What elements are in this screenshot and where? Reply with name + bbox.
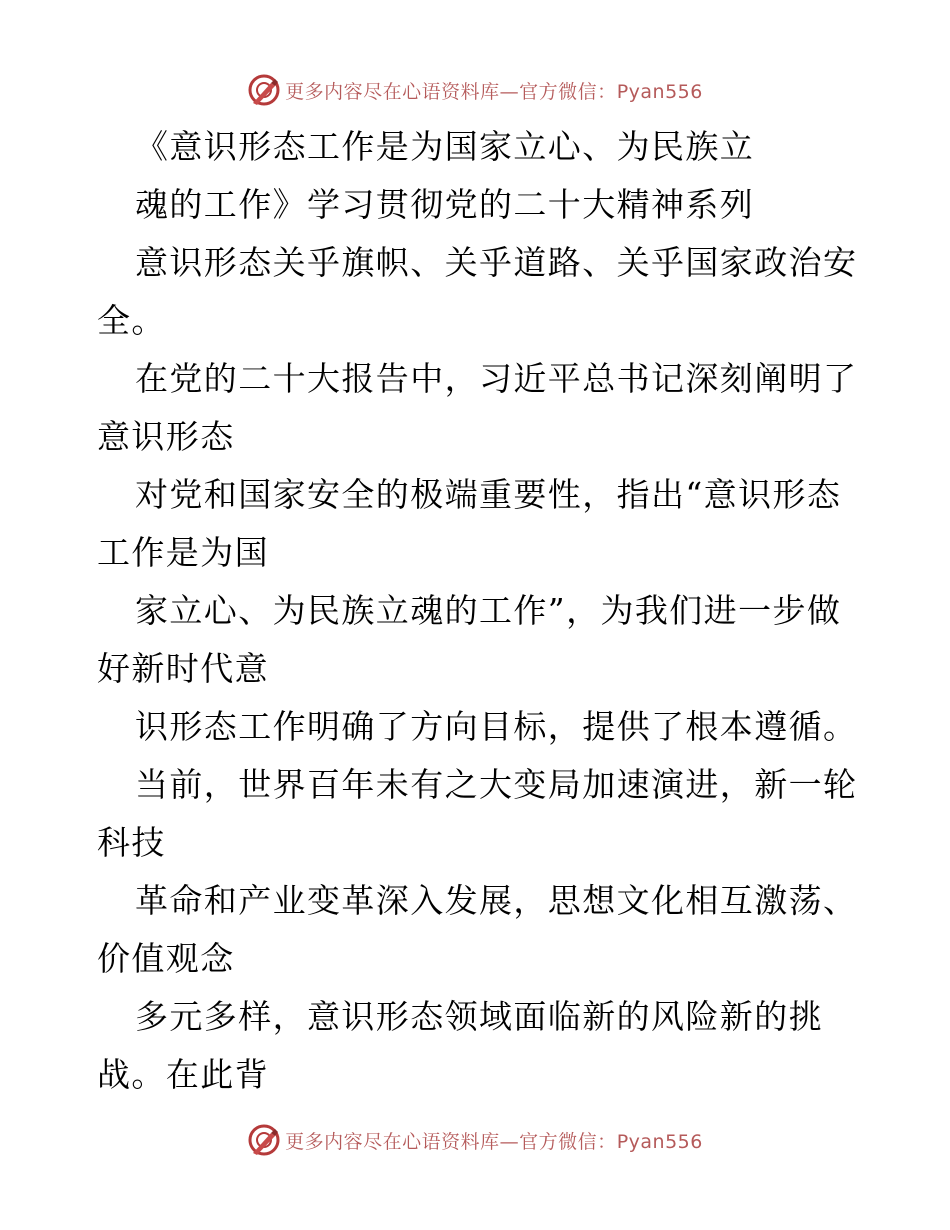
text-line: 价值观念 [97,939,235,978]
footer-banner [0,1120,950,1160]
banner-title: 更多内容尽在心语资料库 [285,80,500,103]
text-line: 好新时代意 [97,649,269,688]
text-line: 工作是为国 [97,533,269,572]
text-line: 意识形态 [97,417,235,456]
banner-wechat-label: 官方微信： [519,1130,617,1153]
document-body [97,118,857,1104]
banner-wechat-id: Pyan556 [616,1130,703,1153]
text-line: 战。在此背 [97,1055,269,1094]
header-banner [0,70,950,110]
text-line: 对党和国家安全的极端重要性，指出“意识形态 [135,475,842,514]
text-line: 科技 [97,823,166,862]
red-pen-logo-icon [247,73,281,107]
text-line: 《意识形态工作是为国家立心、为民族立 [135,127,755,166]
text-line: 革命和产业变革深入发展，思想文化相互激荡、 [135,881,858,920]
banner-text [285,1127,703,1154]
banner-title: 更多内容尽在心语资料库 [285,1130,500,1153]
text-line: 当前，世界百年未有之大变局加速演进，新一轮 [135,765,858,804]
banner-wechat-label: 官方微信： [519,80,617,103]
text-line: 在党的二十大报告中，习近平总书记深刻阐明了 [135,359,858,398]
text-line: 全。 [97,301,166,340]
banner-text [285,77,703,104]
text-line: 识形态工作明确了方向目标，提供了根本遵循。 [135,707,858,746]
text-line: 意识形态关乎旗帜、关乎道路、关乎国家政治安 [135,243,858,282]
banner-separator: — [499,1130,520,1153]
text-line: 多元多样，意识形态领域面临新的风险新的挑 [135,997,823,1036]
text-line: 家立心、为民族立魂的工作”，为我们进一步做 [135,591,842,630]
red-pen-logo-icon [247,1123,281,1157]
text-line: 魂的工作》学习贯彻党的二十大精神系列 [135,185,755,224]
banner-wechat-id: Pyan556 [616,80,703,103]
banner-separator: — [499,80,520,103]
